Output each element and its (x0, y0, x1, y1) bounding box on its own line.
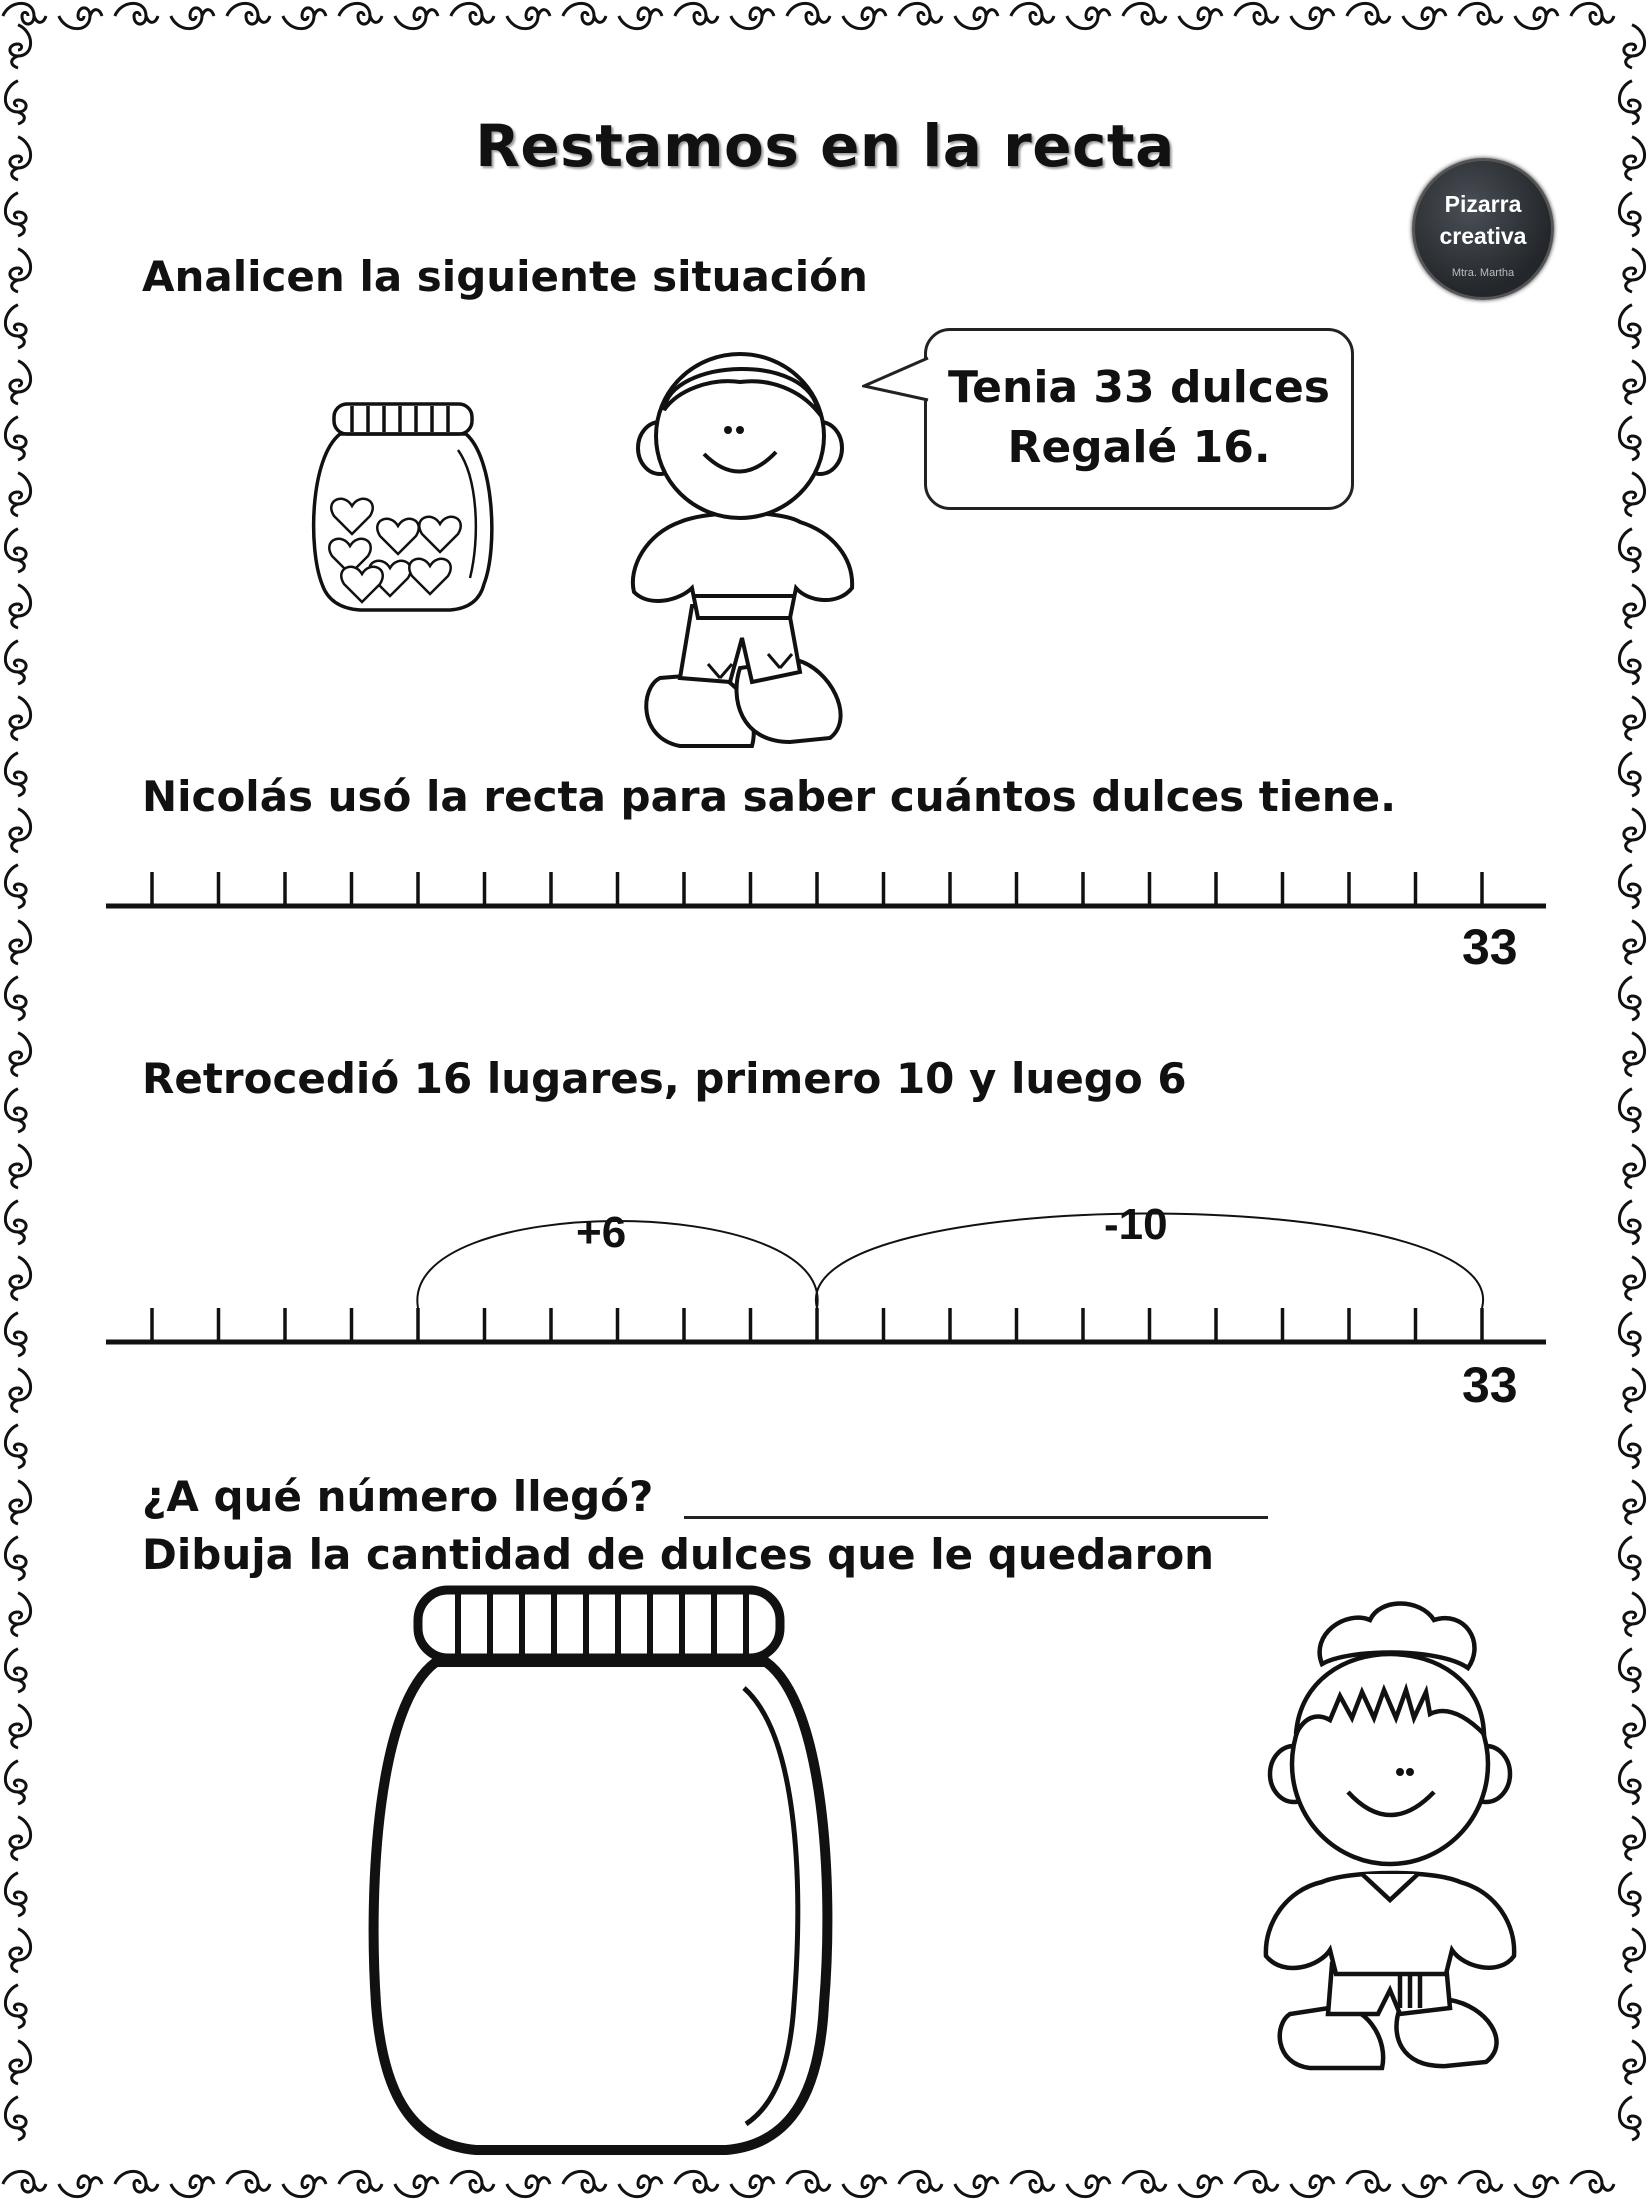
swirl-ornament (1619, 1985, 1640, 2028)
swirl-ornament (1403, 2176, 1446, 2197)
swirl-ornament (1347, 2171, 1390, 2192)
swirl-ornament (339, 3, 382, 24)
swirl-ornament (1624, 1481, 1645, 1524)
swirl-ornament (1459, 2171, 1502, 2192)
swirl-ornament (1619, 2097, 1640, 2140)
swirl-ornament (1291, 2176, 1334, 2197)
swirl-ornament (171, 2176, 214, 2197)
swirl-ornament (283, 2176, 326, 2197)
swirl-ornament (10, 1817, 31, 1860)
swirl-ornament (5, 1985, 26, 2028)
swirl-ornament (1011, 2171, 1054, 2192)
swirl-ornament (899, 2171, 942, 2192)
swirl-ornament (5, 529, 26, 572)
swirl-ornament (451, 2171, 494, 2192)
swirl-ornament (1624, 25, 1645, 68)
heading-backstep: Retrocedió 16 lugares, primero 10 y luego 6 (142, 1054, 1187, 1103)
swirl-ornament (1619, 193, 1640, 236)
swirl-ornament (1515, 2176, 1558, 2197)
page-title: Restamos en la recta (475, 112, 1175, 180)
swirl-ornament (1571, 2171, 1614, 2192)
boy-cartoon-icon (620, 338, 860, 758)
swirl-ornament (1515, 8, 1558, 29)
swirl-ornament (1624, 1369, 1645, 1412)
swirl-ornament (1011, 3, 1054, 24)
swirl-ornament (787, 3, 830, 24)
swirl-ornament (10, 921, 31, 964)
swirl-ornament (3, 2171, 46, 2192)
swirl-ornament (1179, 2176, 1222, 2197)
boy-cartoon-2-icon (1250, 1594, 1530, 2072)
swirl-ornament (619, 8, 662, 29)
swirl-ornament (5, 1537, 26, 1580)
swirl-ornament (1123, 3, 1166, 24)
swirl-ornament (1067, 8, 1110, 29)
heading-nicolas: Nicolás usó la recta para saber cuántos dulces tiene. (142, 772, 1397, 821)
jump-label-minus-10: -10 (1104, 1200, 1168, 1249)
swirl-ornament (227, 2171, 270, 2192)
swirl-ornament (1619, 1761, 1640, 1804)
swirl-ornament (1619, 977, 1640, 1020)
swirl-ornament (787, 2171, 830, 2192)
swirl-ornament (1624, 2041, 1645, 2084)
swirl-ornament (451, 3, 494, 24)
swirl-ornament (731, 8, 774, 29)
swirl-ornament (283, 8, 326, 29)
heading-analyze: Analicen la siguiente situación (142, 252, 868, 301)
swirl-ornament (1619, 641, 1640, 684)
answer-line[interactable] (684, 1516, 1268, 1519)
speech-bubble (924, 328, 1354, 510)
swirl-ornament (5, 1425, 26, 1468)
question-text: ¿A qué número llegó? (142, 1472, 654, 1521)
swirl-ornament (5, 1873, 26, 1916)
swirl-ornament (59, 8, 102, 29)
swirl-ornament (507, 2176, 550, 2197)
draw-instruction: Dibuja la cantidad de dulces que le quedaron (142, 1530, 1215, 1579)
swirl-ornament (10, 1033, 31, 1076)
swirl-ornament (1619, 1425, 1640, 1468)
swirl-ornament (1235, 3, 1278, 24)
swirl-ornament (59, 2176, 102, 2197)
swirl-ornament (395, 2176, 438, 2197)
swirl-ornament (1619, 1537, 1640, 1580)
swirl-ornament (1624, 697, 1645, 740)
swirl-ornament (5, 417, 26, 460)
swirl-ornament (1624, 249, 1645, 292)
swirl-ornament (115, 2171, 158, 2192)
swirl-ornament (1624, 473, 1645, 516)
swirl-ornament (5, 305, 26, 348)
swirl-ornament (843, 8, 886, 29)
swirl-ornament (1624, 1033, 1645, 1076)
swirl-ornament (563, 2171, 606, 2192)
swirl-ornament (1624, 1929, 1645, 1972)
swirl-ornament (1179, 8, 1222, 29)
swirl-ornament (899, 3, 942, 24)
swirl-ornament (1571, 3, 1614, 24)
swirl-ornament (1624, 1705, 1645, 1748)
swirl-ornament (675, 2171, 718, 2192)
swirl-ornament (1624, 921, 1645, 964)
number-line-2-end-label: 33 (1462, 1357, 1518, 1413)
swirl-ornament (955, 8, 998, 29)
swirl-ornament (1619, 753, 1640, 796)
swirl-ornament (10, 1705, 31, 1748)
swirl-ornament (10, 361, 31, 404)
swirl-ornament (1619, 417, 1640, 460)
swirl-ornament (10, 585, 31, 628)
swirl-ornament (619, 2176, 662, 2197)
speech-bubble-tail (862, 356, 932, 416)
swirl-ornament (5, 1649, 26, 1692)
empty-jar-icon[interactable] (366, 1584, 836, 2160)
swirl-ornament (843, 2176, 886, 2197)
swirl-ornament (1123, 2171, 1166, 2192)
swirl-ornament (1624, 585, 1645, 628)
swirl-ornament (5, 2097, 26, 2140)
speech-line-2: Regalé 16. (1007, 422, 1271, 473)
swirl-ornament (171, 8, 214, 29)
swirl-ornament (10, 1481, 31, 1524)
swirl-ornament (5, 1089, 26, 1132)
candy-jar-icon (300, 398, 500, 618)
swirl-ornament (5, 193, 26, 236)
swirl-ornament (1619, 1649, 1640, 1692)
swirl-ornament (5, 753, 26, 796)
swirl-ornament (1291, 8, 1334, 29)
swirl-ornament (10, 2041, 31, 2084)
swirl-ornament (1619, 1089, 1640, 1132)
swirl-ornament (1403, 8, 1446, 29)
swirl-ornament (115, 3, 158, 24)
speech-line-1: Tenia 33 dulces (948, 362, 1330, 413)
swirl-ornament (10, 697, 31, 740)
swirl-ornament (1624, 809, 1645, 852)
swirl-ornament (955, 2176, 998, 2197)
swirl-ornament (5, 977, 26, 1020)
swirl-ornament (10, 1593, 31, 1636)
swirl-ornament (1619, 529, 1640, 572)
swirl-ornament (1235, 2171, 1278, 2192)
swirl-ornament (10, 249, 31, 292)
jump-label-plus-6: +6 (576, 1208, 627, 1257)
pizarra-creativa-logo: Pizarra creativa Mtra. Martha (1412, 158, 1554, 300)
swirl-ornament (1619, 1873, 1640, 1916)
swirl-ornament (1624, 361, 1645, 404)
number-line-1 (0, 850, 1650, 920)
swirl-ornament (507, 8, 550, 29)
swirl-ornament (5, 641, 26, 684)
swirl-ornament (10, 1369, 31, 1412)
swirl-ornament (395, 8, 438, 29)
swirl-ornament (10, 473, 31, 516)
swirl-ornament (675, 3, 718, 24)
swirl-ornament (1619, 305, 1640, 348)
swirl-ornament (1624, 1817, 1645, 1860)
swirl-ornament (1459, 3, 1502, 24)
number-line-2 (0, 1160, 1650, 1360)
swirl-ornament (1347, 3, 1390, 24)
swirl-ornament (3, 3, 46, 24)
swirl-ornament (10, 809, 31, 852)
swirl-ornament (227, 3, 270, 24)
swirl-ornament (10, 1929, 31, 1972)
swirl-ornament (1067, 2176, 1110, 2197)
swirl-ornament (339, 2171, 382, 2192)
swirl-ornament (731, 2176, 774, 2197)
swirl-ornament (1624, 1593, 1645, 1636)
number-line-1-end-label: 33 (1462, 919, 1518, 975)
swirl-ornament (563, 3, 606, 24)
swirl-ornament (10, 25, 31, 68)
swirl-ornament (5, 1761, 26, 1804)
